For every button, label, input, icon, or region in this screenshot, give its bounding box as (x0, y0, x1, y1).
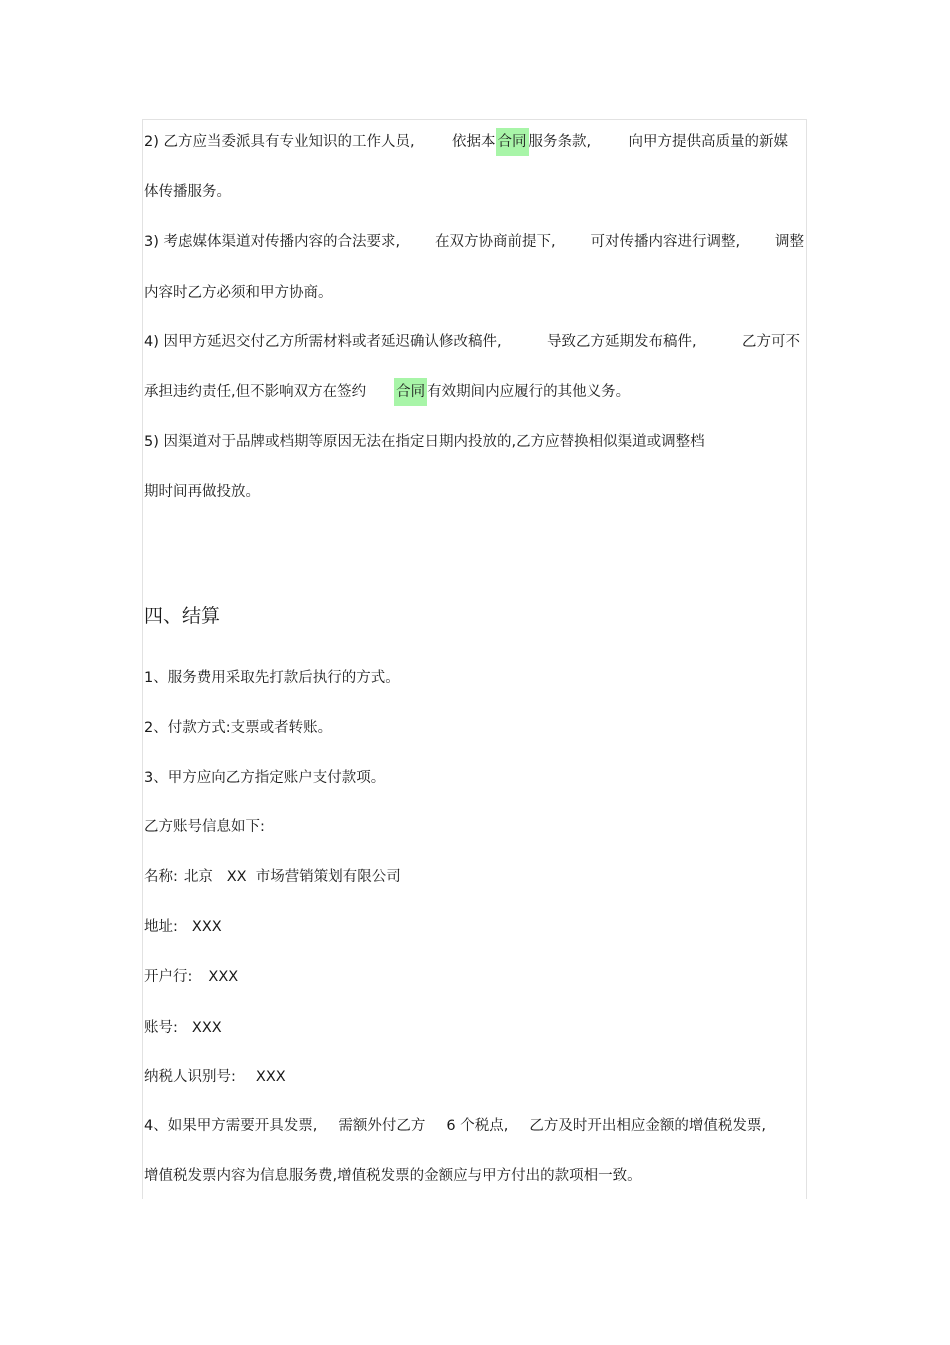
clause-2-text: 依据本 (452, 134, 496, 150)
clause-2-line-1 (144, 132, 788, 152)
settlement-item-2: 2、付款方式:支票或者转账。 (144, 720, 333, 736)
highlight-contract: 合同 (394, 378, 427, 406)
item-4-part-2: 需额外付乙方 (338, 1118, 426, 1134)
account-bank-label: 开户行: (144, 969, 193, 985)
highlight-contract: 合同 (496, 128, 529, 156)
account-number-value: XXX (191, 1020, 222, 1036)
clause-4-text-b: 有效期间内应履行的其他义务。 (427, 384, 631, 400)
account-name-label: 名称: (144, 869, 178, 885)
account-taxid (144, 1067, 286, 1087)
item-4-part-1: 4、如果甲方需要开具发票, (144, 1118, 318, 1134)
clause-4-line-2 (144, 382, 630, 402)
settlement-item-4-line-2: 增值税发票内容为信息服务费,增值税发票的金额应与甲方付出的款项相一致。 (144, 1168, 642, 1184)
clause-2-line-2: 体传播服务。 (144, 184, 231, 200)
item-4-part-4: 乙方及时开出相应金额的增值税发票, (529, 1118, 766, 1134)
clause-5-line-1: 5) 因渠道对于品牌或档期等原因无法在指定日期内投放的,乙方应替换相似渠道或调整档 (144, 434, 705, 450)
clause-2-part-2 (452, 132, 591, 152)
account-number (144, 1018, 222, 1038)
account-address-value: XXX (191, 919, 222, 935)
settlement-item-3: 3、甲方应向乙方指定账户支付款项。 (144, 770, 386, 786)
account-name (144, 867, 401, 887)
account-number-label: 账号: (144, 1020, 178, 1036)
clause-4-part-2: 导致乙方延期发布稿件, (547, 334, 697, 350)
account-bank (144, 967, 238, 987)
settlement-item-4-line-1 (144, 1116, 766, 1136)
account-address-label: 地址: (144, 919, 178, 935)
clause-2-part-4: 向甲方提供高质量的新媒 (628, 134, 788, 150)
clause-3-line-2: 内容时乙方必须和甲方协商。 (144, 285, 333, 301)
clause-3-part-3: 可对传播内容进行调整, (590, 234, 741, 250)
section-title: 四、结算 (144, 605, 221, 627)
clause-2-part-1: 2) 乙方应当委派具有专业知识的工作人员, (144, 134, 415, 150)
settlement-item-1: 1、服务费用采取先打款后执行的方式。 (144, 670, 400, 686)
clause-4-part-1: 4) 因甲方延迟交付乙方所需材料或者延迟确认修改稿件, (144, 334, 502, 350)
clause-2-text-b: 服务条款, (528, 134, 592, 150)
account-taxid-label: 纳税人识别号: (144, 1069, 236, 1085)
clause-3-line-1 (144, 232, 804, 252)
clause-4-part-3: 乙方可不 (742, 334, 800, 350)
clause-5-line-2: 期时间再做投放。 (144, 484, 260, 500)
clause-3-part-1: 3) 考虑媒体渠道对传播内容的合法要求, (144, 234, 401, 250)
account-address (144, 917, 222, 937)
page-frame (142, 119, 807, 1199)
account-bank-value: XXX (208, 969, 239, 985)
account-name-value: 北京 XX 市场营销策划有限公司 (183, 869, 401, 885)
clause-4-text-a: 承担违约责任,但不影响双方在签约 (144, 384, 367, 400)
clause-3-part-4: 调整 (775, 234, 804, 250)
clause-4-line-1 (144, 332, 800, 352)
clause-3-part-2: 在双方协商前提下, (435, 234, 556, 250)
item-4-part-3: 6 个税点, (446, 1118, 509, 1134)
account-intro: 乙方账号信息如下: (144, 819, 265, 835)
account-taxid-value: XXX (255, 1069, 286, 1085)
